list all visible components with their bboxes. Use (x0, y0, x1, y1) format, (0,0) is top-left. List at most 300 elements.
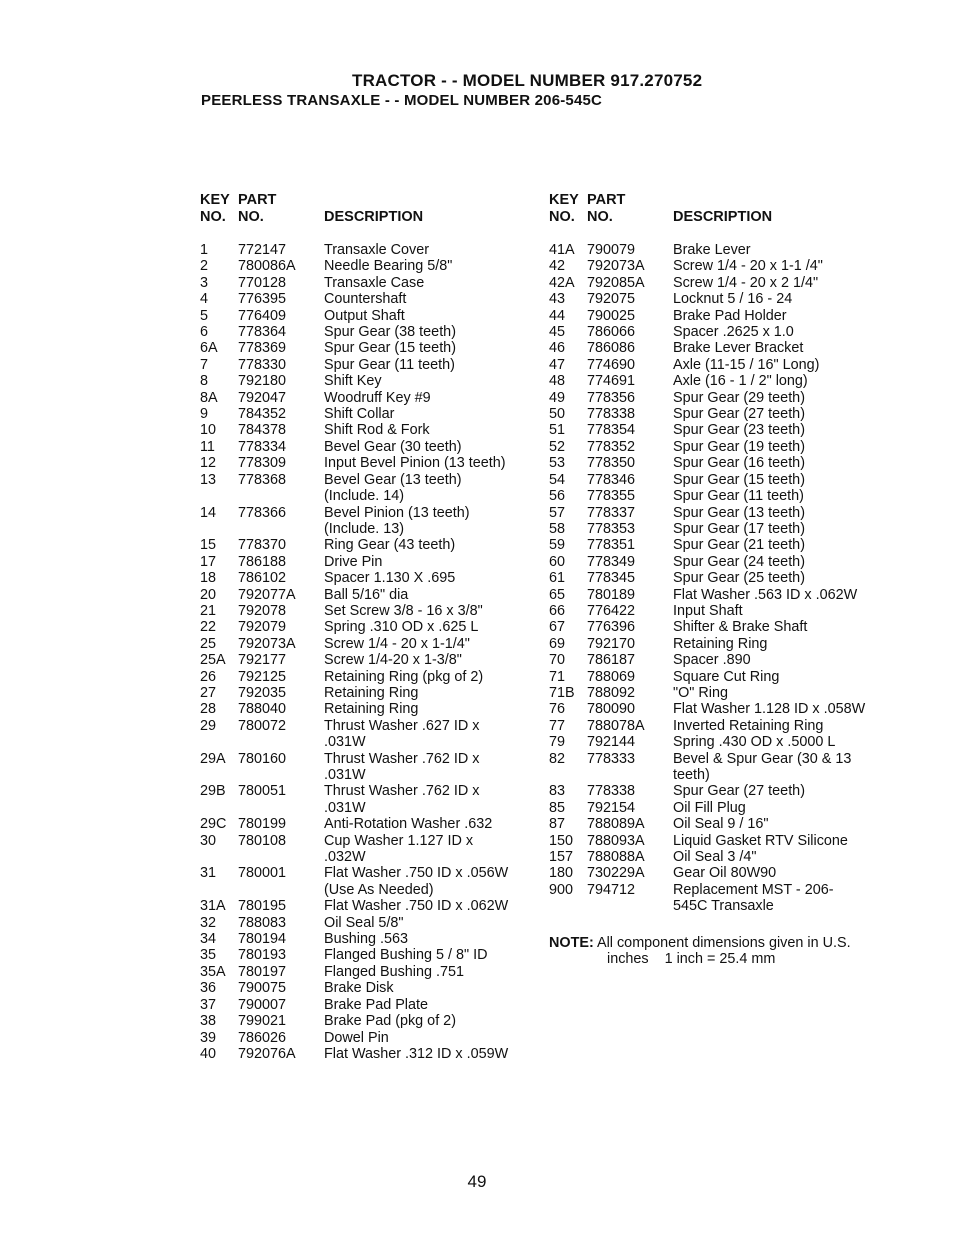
key-number: 29B (200, 783, 226, 800)
part-description: Brake Pad (pkg of 2) (324, 1013, 456, 1030)
part-description: Spring .310 OD x .625 L (324, 619, 479, 636)
table-row (200, 865, 540, 898)
part-description: Screw 1/4 - 20 x 1-1 /4" (673, 258, 823, 275)
table-row (549, 669, 894, 685)
part-description: Locknut 5 / 16 - 24 (673, 291, 793, 308)
part-description: Spur Gear (27 teeth) (673, 406, 805, 423)
part-number: 778356 (587, 389, 636, 406)
table-row (549, 455, 894, 471)
table-row (200, 554, 540, 570)
part-number: 780197 (238, 963, 287, 980)
part-description: Spur Gear (16 teeth) (673, 455, 805, 472)
table-row (200, 783, 540, 816)
key-number: 180 (549, 865, 574, 882)
part-number: 792085A (587, 274, 645, 291)
part-number: 792035 (238, 684, 287, 701)
table-row (549, 275, 894, 291)
key-number: 29C (200, 816, 227, 833)
key-number: 53 (549, 455, 566, 472)
table-row (549, 340, 894, 356)
part-number: 778355 (587, 488, 636, 505)
part-number: 778338 (587, 406, 636, 423)
part-description: Spacer 1.130 X .695 (324, 570, 456, 587)
part-description: Oil Fill Plug (673, 799, 746, 816)
table-row (200, 636, 540, 652)
key-number: 14 (200, 504, 217, 521)
table-row (200, 833, 540, 866)
table-row (200, 947, 540, 963)
key-number: 25 (200, 635, 217, 652)
part-number: 792075 (587, 291, 636, 308)
part-number: 784378 (238, 422, 287, 439)
part-number: 790007 (238, 996, 287, 1013)
part-description: Woodruff Key #9 (324, 389, 431, 406)
part-description: Thrust Washer .762 ID x .031W (324, 750, 480, 783)
key-number: 47 (549, 356, 566, 373)
table-row (200, 718, 540, 751)
part-description: Oil Seal 9 / 16" (673, 816, 769, 833)
table-row (200, 570, 540, 586)
header-key: KEY (549, 192, 579, 208)
dimension-note (549, 935, 889, 968)
part-number: 788089A (587, 816, 645, 833)
part-number: 780189 (587, 586, 636, 603)
part-description: Transaxle Case (324, 274, 425, 291)
part-description: Drive Pin (324, 553, 383, 570)
table-row (200, 997, 540, 1013)
key-number: 1 (200, 242, 209, 258)
part-description: Bevel Gear (30 teeth) (324, 438, 462, 455)
part-description: Oil Seal 5/8" (324, 914, 404, 931)
part-number: 786187 (587, 652, 636, 669)
table-row (200, 980, 540, 996)
table-row (200, 357, 540, 373)
part-description: Spring .430 OD x .5000 L (673, 734, 836, 751)
part-number: 786026 (238, 1029, 287, 1046)
page-number: 49 (467, 1172, 487, 1191)
table-row (200, 816, 540, 832)
key-number: 35A (200, 963, 226, 980)
header-part: PART (238, 192, 277, 208)
table-row (200, 373, 540, 389)
part-description: Spur Gear (23 teeth) (673, 422, 805, 439)
table-row (200, 701, 540, 717)
table-row (549, 554, 894, 570)
part-number: 780051 (238, 783, 287, 800)
part-number: 780195 (238, 898, 287, 915)
key-number: 42 (549, 258, 566, 275)
part-description: Thrust Washer .762 ID x .031W (324, 783, 480, 816)
key-number: 36 (200, 980, 217, 997)
table-row (200, 390, 540, 406)
part-number: 792073A (238, 635, 296, 652)
table-row (549, 865, 894, 881)
part-number: 788069 (587, 668, 636, 685)
part-number: 730229A (587, 865, 645, 882)
key-number: 29 (200, 717, 217, 734)
part-number: 792073A (587, 258, 645, 275)
part-description: Flanged Bushing .751 (324, 963, 465, 980)
part-description: Brake Pad Plate (324, 996, 428, 1013)
part-number: 794712 (587, 881, 636, 898)
table-row (549, 701, 894, 717)
part-description: Countershaft (324, 291, 407, 308)
part-number: 784352 (238, 406, 287, 423)
part-number: 778309 (238, 455, 287, 472)
table-row (549, 422, 894, 438)
key-number: 38 (200, 1013, 217, 1030)
part-number: 776422 (587, 602, 636, 619)
key-number: 8A (200, 389, 218, 406)
part-description: Axle (16 - 1 / 2" long) (673, 373, 808, 390)
part-number: 776396 (587, 619, 636, 636)
parts-rows-left (200, 242, 540, 1062)
key-number: 5 (200, 307, 209, 324)
key-number: 32 (200, 914, 217, 931)
part-number: 786102 (238, 570, 287, 587)
table-row (549, 652, 894, 668)
table-row (200, 898, 540, 914)
key-number: 65 (549, 586, 566, 603)
key-number: 28 (200, 701, 217, 718)
part-description: Spur Gear (38 teeth) (324, 324, 456, 341)
part-description: Flat Washer .312 ID x .059W (324, 1045, 509, 1062)
parts-list-left (200, 192, 540, 1062)
table-row (549, 521, 894, 537)
table-row (200, 472, 540, 505)
key-number: 11 (200, 438, 215, 455)
key-number: 67 (549, 619, 566, 636)
table-row (549, 603, 894, 619)
table-row (200, 422, 540, 438)
key-number: 29A (200, 750, 226, 767)
part-number: 778354 (587, 422, 636, 439)
part-number: 778351 (587, 537, 636, 554)
table-row (200, 1013, 540, 1029)
part-number: 778370 (238, 537, 287, 554)
part-description: Bevel & Spur Gear (30 & 13 teeth) (673, 750, 852, 783)
table-row (200, 406, 540, 422)
key-number: 27 (200, 684, 217, 701)
key-number: 150 (549, 832, 574, 849)
part-description: Retaining Ring (324, 684, 419, 701)
key-number: 17 (200, 553, 217, 570)
part-number: 778349 (587, 553, 636, 570)
key-number: 2 (200, 258, 209, 275)
part-description: Spacer .2625 x 1.0 (673, 324, 794, 341)
table-row (200, 1030, 540, 1046)
part-description: Spur Gear (29 teeth) (673, 389, 805, 406)
part-number: 778353 (587, 520, 636, 537)
note-line2: inches 1 inch = 25.4 mm (607, 951, 776, 968)
part-description: Spur Gear (21 teeth) (673, 537, 805, 554)
part-number: 778330 (238, 356, 287, 373)
key-number: 48 (549, 373, 566, 390)
part-number: 778338 (587, 783, 636, 800)
key-number: 40 (200, 1045, 217, 1062)
part-description: Spacer .890 (673, 652, 751, 669)
part-number: 780001 (238, 865, 287, 882)
key-number: 43 (549, 291, 566, 308)
part-number: 778352 (587, 438, 636, 455)
table-row (549, 849, 894, 865)
part-number: 788088A (587, 849, 645, 866)
part-number: 792125 (238, 668, 287, 685)
table-row (549, 636, 894, 652)
part-number: 788078A (587, 717, 645, 734)
key-number: 50 (549, 406, 566, 423)
key-number: 71 (549, 668, 566, 685)
parts-list-header (549, 192, 894, 242)
page-subtitle: PEERLESS TRANSAXLE - - MODEL NUMBER 206-545C (201, 92, 603, 109)
part-number: 776409 (238, 307, 287, 324)
table-row (549, 751, 894, 784)
part-number: 792144 (587, 734, 636, 751)
key-number: 39 (200, 1029, 217, 1046)
part-number: 780193 (238, 947, 287, 964)
table-row (549, 882, 894, 915)
key-number: 34 (200, 931, 217, 948)
key-number: 76 (549, 701, 566, 718)
part-number: 790025 (587, 307, 636, 324)
part-description: Flat Washer .750 ID x .056W (Use As Needed) (324, 865, 509, 898)
table-row (200, 324, 540, 340)
key-number: 58 (549, 520, 566, 537)
header-key-no: NO. (200, 209, 226, 225)
table-row (200, 340, 540, 356)
part-number: 792154 (587, 799, 636, 816)
key-number: 31 (200, 865, 217, 882)
part-description: Cup Washer 1.127 ID x .032W (324, 832, 474, 866)
part-description: Bushing .563 (324, 931, 409, 948)
part-description: Shifter & Brake Shaft (673, 619, 808, 636)
key-number: 35 (200, 947, 217, 964)
part-description: Thrust Washer .627 ID x .031W (324, 717, 480, 751)
part-description: Ball 5/16" dia (324, 586, 409, 603)
part-description: Oil Seal 3 /4" (673, 849, 757, 866)
parts-rows-right (549, 242, 894, 915)
part-number: 778346 (587, 471, 636, 488)
table-row (549, 242, 894, 258)
key-number: 30 (200, 832, 217, 849)
key-number: 6A (200, 340, 218, 357)
part-description: Screw 1/4 - 20 x 2 1/4" (673, 274, 819, 291)
key-number: 52 (549, 438, 566, 455)
table-row (200, 537, 540, 553)
part-number: 778369 (238, 340, 287, 357)
key-number: 10 (200, 422, 217, 439)
part-description: Gear Oil 80W90 (673, 865, 777, 882)
part-number: 788040 (238, 701, 287, 718)
part-number: 792079 (238, 619, 287, 636)
table-row (549, 800, 894, 816)
table-row (549, 308, 894, 324)
table-row (549, 406, 894, 422)
part-number: 788093A (587, 832, 645, 849)
table-row (200, 587, 540, 603)
part-number: 786086 (587, 340, 636, 357)
part-description: Transaxle Cover (324, 242, 430, 258)
part-description: Anti-Rotation Washer .632 (324, 816, 493, 833)
key-number: 41A (549, 242, 575, 258)
part-number: 780090 (587, 701, 636, 718)
table-row (200, 308, 540, 324)
part-description: Retaining Ring (324, 701, 419, 718)
key-number: 900 (549, 881, 574, 898)
part-description: Bevel Pinion (13 teeth) (Include. 13) (324, 504, 470, 537)
part-number: 776395 (238, 291, 287, 308)
part-description: Ring Gear (43 teeth) (324, 537, 456, 554)
part-number: 774690 (587, 356, 636, 373)
part-number: 790079 (587, 242, 636, 258)
key-number: 22 (200, 619, 217, 636)
table-row (549, 570, 894, 586)
key-number: 37 (200, 996, 217, 1013)
part-number: 780108 (238, 832, 287, 849)
parts-list-header (200, 192, 540, 242)
key-number: 59 (549, 537, 566, 554)
table-row (549, 324, 894, 340)
part-number: 778334 (238, 438, 287, 455)
part-number: 778350 (587, 455, 636, 472)
part-description: Brake Lever Bracket (673, 340, 804, 357)
key-number: 60 (549, 553, 566, 570)
part-description: Spur Gear (19 teeth) (673, 438, 805, 455)
key-number: 46 (549, 340, 566, 357)
part-number: 770128 (238, 274, 287, 291)
part-number: 792170 (587, 635, 636, 652)
key-number: 61 (549, 570, 566, 587)
table-row (549, 619, 894, 635)
part-number: 780160 (238, 750, 287, 767)
part-description: "O" Ring (673, 684, 729, 701)
part-description: Flanged Bushing 5 / 8" ID (324, 947, 488, 964)
part-description: Spur Gear (15 teeth) (673, 471, 805, 488)
part-description: Shift Collar (324, 406, 395, 423)
key-number: 7 (200, 356, 209, 373)
header-description: DESCRIPTION (673, 209, 773, 225)
table-row (200, 242, 540, 258)
part-number: 778345 (587, 570, 636, 587)
table-row (200, 505, 540, 538)
table-row (200, 291, 540, 307)
part-number: 772147 (238, 242, 287, 258)
part-number: 778364 (238, 324, 287, 341)
table-row (200, 439, 540, 455)
table-row (549, 587, 894, 603)
key-number: 57 (549, 504, 566, 521)
part-description: Screw 1/4 - 20 x 1-1/4" (324, 635, 470, 652)
key-number: 9 (200, 406, 209, 423)
table-row (200, 964, 540, 980)
key-number: 44 (549, 307, 566, 324)
header-description: DESCRIPTION (324, 209, 424, 225)
key-number: 87 (549, 816, 566, 833)
table-row (200, 931, 540, 947)
key-number: 82 (549, 750, 566, 767)
table-row (549, 258, 894, 274)
table-row (549, 505, 894, 521)
table-row (549, 734, 894, 750)
table-row (549, 816, 894, 832)
key-number: 49 (549, 389, 566, 406)
parts-list-right (549, 192, 894, 915)
part-number: 788083 (238, 914, 287, 931)
table-row (549, 373, 894, 389)
table-row (549, 439, 894, 455)
header-part: PART (587, 192, 626, 208)
key-number: 15 (200, 537, 217, 554)
part-number: 799021 (238, 1013, 287, 1030)
part-description: Retaining Ring (673, 635, 768, 652)
part-description: Dowel Pin (324, 1029, 389, 1046)
part-description: Spur Gear (15 teeth) (324, 340, 456, 357)
part-description: Spur Gear (17 teeth) (673, 520, 805, 537)
part-description: Flat Washer 1.128 ID x .058W (673, 701, 866, 718)
part-number: 778333 (587, 750, 636, 767)
key-number: 69 (549, 635, 566, 652)
key-number: 3 (200, 274, 209, 291)
key-number: 21 (200, 602, 217, 619)
header-part-no: NO. (587, 209, 613, 225)
key-number: 42A (549, 274, 575, 291)
part-description: Spur Gear (13 teeth) (673, 504, 805, 521)
part-description: Flat Washer .750 ID x .062W (324, 898, 509, 915)
key-number: 31A (200, 898, 226, 915)
note-line1: All component dimensions given in U.S. (597, 935, 851, 951)
part-description: Spur Gear (27 teeth) (673, 783, 805, 800)
key-number: 18 (200, 570, 217, 587)
part-description: Inverted Retaining Ring (673, 717, 824, 734)
part-number: 786066 (587, 324, 636, 341)
part-number: 780199 (238, 816, 287, 833)
table-row (549, 488, 894, 504)
key-number: 83 (549, 783, 566, 800)
key-number: 25A (200, 652, 226, 669)
part-description: Brake Pad Holder (673, 307, 787, 324)
part-number: 778368 (238, 471, 287, 488)
part-description: Spur Gear (11 teeth) (324, 356, 455, 373)
table-row (549, 685, 894, 701)
key-number: 85 (549, 799, 566, 816)
table-row (549, 783, 894, 799)
part-number: 792047 (238, 389, 287, 406)
table-row (200, 258, 540, 274)
part-number: 792078 (238, 602, 287, 619)
table-row (549, 537, 894, 553)
part-description: Bevel Gear (13 teeth) (Include. 14) (324, 471, 462, 505)
table-row (200, 669, 540, 685)
table-row (549, 833, 894, 849)
part-number: 780086A (238, 258, 296, 275)
part-description: Shift Rod & Fork (324, 422, 430, 439)
table-row (549, 472, 894, 488)
part-description: Liquid Gasket RTV Silicone (673, 832, 848, 849)
key-number: 56 (549, 488, 566, 505)
table-row (200, 619, 540, 635)
key-number: 6 (200, 324, 209, 341)
table-row (200, 1046, 540, 1062)
table-row (200, 751, 540, 784)
part-number: 778366 (238, 504, 287, 521)
part-number: 792177 (238, 652, 287, 669)
table-row (200, 652, 540, 668)
table-row (200, 915, 540, 931)
part-number: 792077A (238, 586, 296, 603)
part-number: 778337 (587, 504, 636, 521)
part-number: 792076A (238, 1045, 296, 1062)
part-description: Spur Gear (24 teeth) (673, 553, 805, 570)
